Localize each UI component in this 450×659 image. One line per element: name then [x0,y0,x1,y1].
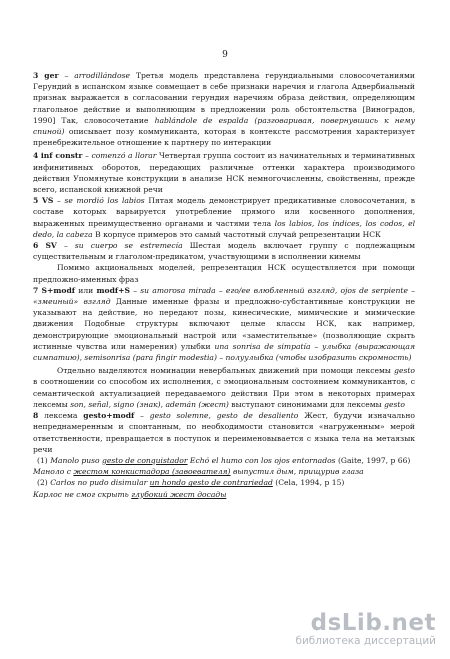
example-reference: (Gaite, 1997, p 66) [337,455,411,465]
dash: – [134,411,150,421]
model-formula: SV [45,241,57,251]
example-number: (2) [37,478,48,488]
example-text: Carlos no pudo disimular [50,478,150,488]
example-1-translation [33,466,415,477]
dash: – [53,196,65,206]
translation-text: Карлос не смог скрыть [33,489,132,499]
example-1-spanish [33,455,415,466]
model-number: 7 [33,285,39,295]
example-phrase: comenzó a llorar [91,151,157,161]
lexeme: gesto [384,399,406,409]
document-body [33,70,415,500]
model-formula: inf constr [40,151,83,161]
watermark-logo: dsLib.net [310,610,436,636]
model-number: 3 [33,71,39,80]
paragraph-transition [33,262,415,284]
example-phrase: su amorosa mirada – его/ее влюбленный взгляд, ojos de serpiente – «змеиный» взгляд [33,285,415,307]
example-reference: (Cela, 1994, p 15) [275,478,345,488]
model-formula: VS [41,196,54,206]
example-phrase: arrodillándose [74,71,130,80]
model-number: 8 [33,411,39,421]
paragraph-text: Шестая модель включает группу с подлежащным существительным и глаголом-предикатом, участвующими в исполнении кинемы [33,241,416,262]
example-text: Echó el humo con los ojos entornados [187,455,336,465]
lead-word: лексема [44,411,84,421]
model-number: 5 [33,196,39,206]
model-formula: gesto+modf [83,411,135,421]
dash: – [58,71,75,80]
lexeme: gesto [394,366,415,376]
dash: – [82,151,92,161]
paragraph-model-5 [33,195,415,240]
model-number: 6 [33,241,39,251]
paragraph-model-4 [33,150,415,195]
paragraph-text: Отдельно выделяются номинации невербальных движений при помощи лексемы [57,366,395,376]
example-highlight: un hondo gesto de contrariedad [149,478,273,488]
paragraph-text: В корпусе примеров это самый частотный случай репрезентации НСК [92,229,381,239]
paragraph-gesto [33,365,415,410]
paragraph-text: описывает позу коммуниканта, которая в контексте рассмотрения характеризует пренебрежительное отношение к партнеру по интеракции [33,127,415,148]
paragraph-model-3 [33,70,415,148]
paragraph-text: Пятая модель демонстрирует предикативные словосочетания, в составе которых варьируется употребление прямого или косвенного дополнения, выраженных преимущественно органами и частями тела [33,196,415,228]
model-formula: S+modf [41,285,76,295]
translation-text: Маноло с [33,467,74,477]
translation-highlight: глубокий жест досады [131,489,227,499]
page-number: 9 [222,50,228,60]
example-highlight: gesto de conquistador [102,455,188,465]
model-formula: ger [44,71,59,80]
example-phrase: una sonrisa de simpatía – улыбка (выражающая симпатию), semisonrisa (para fingir modestia) – полуулыбка (чтобы изобразить скромность) [33,341,415,363]
dash: – [130,285,141,295]
example-phrase: su cuerpo se estremecía [74,241,183,251]
paragraph-text: Третья модель представлена герундиальными словосочетаниями Герундий в испанском языке совмещает в себе признаки наречия и глагола Адвербиальный признак выражается в согласовании герундия наречиям образа действия, определяющим глагольное действие и выполняющим в предложении роль обстоятельства [Виноградов, 1990] Так, словосочетание [33,71,415,125]
watermark [236,611,436,647]
example-text: Manolo puso [50,455,103,465]
paragraph-text: Данные именные фразы и предложно-субстантивные конструкции не указывают на действие, но передают позы, кинесические, мимические и мимические движения Подобные структуры включают целые классы НСК, как например, демонстрирующие эмоциональный настрой или «заместительные» (позволяющие скрыть истинные чувства или намерения) улыбки [33,297,415,351]
paragraph-text: Помимо акциональных моделей, репрезентация НСК осуществляется при помощи предложно-именных фраз [33,263,415,284]
paragraph-model-7 [33,285,415,363]
translation-text: выпустил дым, прищурив глаза [230,467,364,477]
connector: или [75,285,97,295]
paragraph-text: Четвертая группа состоит из начинательных и терминативных инфинитивных оборотов, передающих различные оттенки характера производимого действия Упомянутые конструкции в анализе НСК немногочисленны, свойственны, прежде всего, испанской книжной речи [33,151,415,195]
example-phrase: hablándole de espalda (разговаривая, повернувшись к нему спиной) [33,115,415,137]
example-number: (1) [37,455,48,465]
watermark-subtitle: библиотека диссертаций [295,635,436,647]
example-phrase: se mordió los labios [64,196,145,206]
example-2-spanish [33,477,415,488]
dash: – [56,241,75,251]
model-number: 4 [33,151,39,161]
paragraph-text: выступают синонимами для лексемы [228,399,385,409]
model-formula-alt: modf+S [96,285,131,295]
lexeme-list: son, señal, signo (знак), ademán (жест) [70,399,229,409]
example-phrase: los labios, los índices, los codos, el dedo, la cabeza [33,218,415,239]
paragraph-text: Жест, будучи изначально непреднамеренным и спонтанным, по необходимости становится «нагруженным» мерой ответственности, превращается в поступок и переименовывается с языка тела на метаязык речи [33,411,415,454]
example-phrase: gesto solemne, gesto de desaliento [149,411,299,421]
paragraph-model-8 [33,410,415,455]
paragraph-text: в соотношении со способом их исполнения, с эмоциональным состоянием коммуникантов, с семантической актуализацией передаваемого действия При этом в некоторых примерах лексемы [33,377,415,409]
example-2-translation [33,489,415,500]
paragraph-model-6 [33,240,415,262]
translation-highlight: жестом конкистадора (завоевателя) [73,467,231,477]
